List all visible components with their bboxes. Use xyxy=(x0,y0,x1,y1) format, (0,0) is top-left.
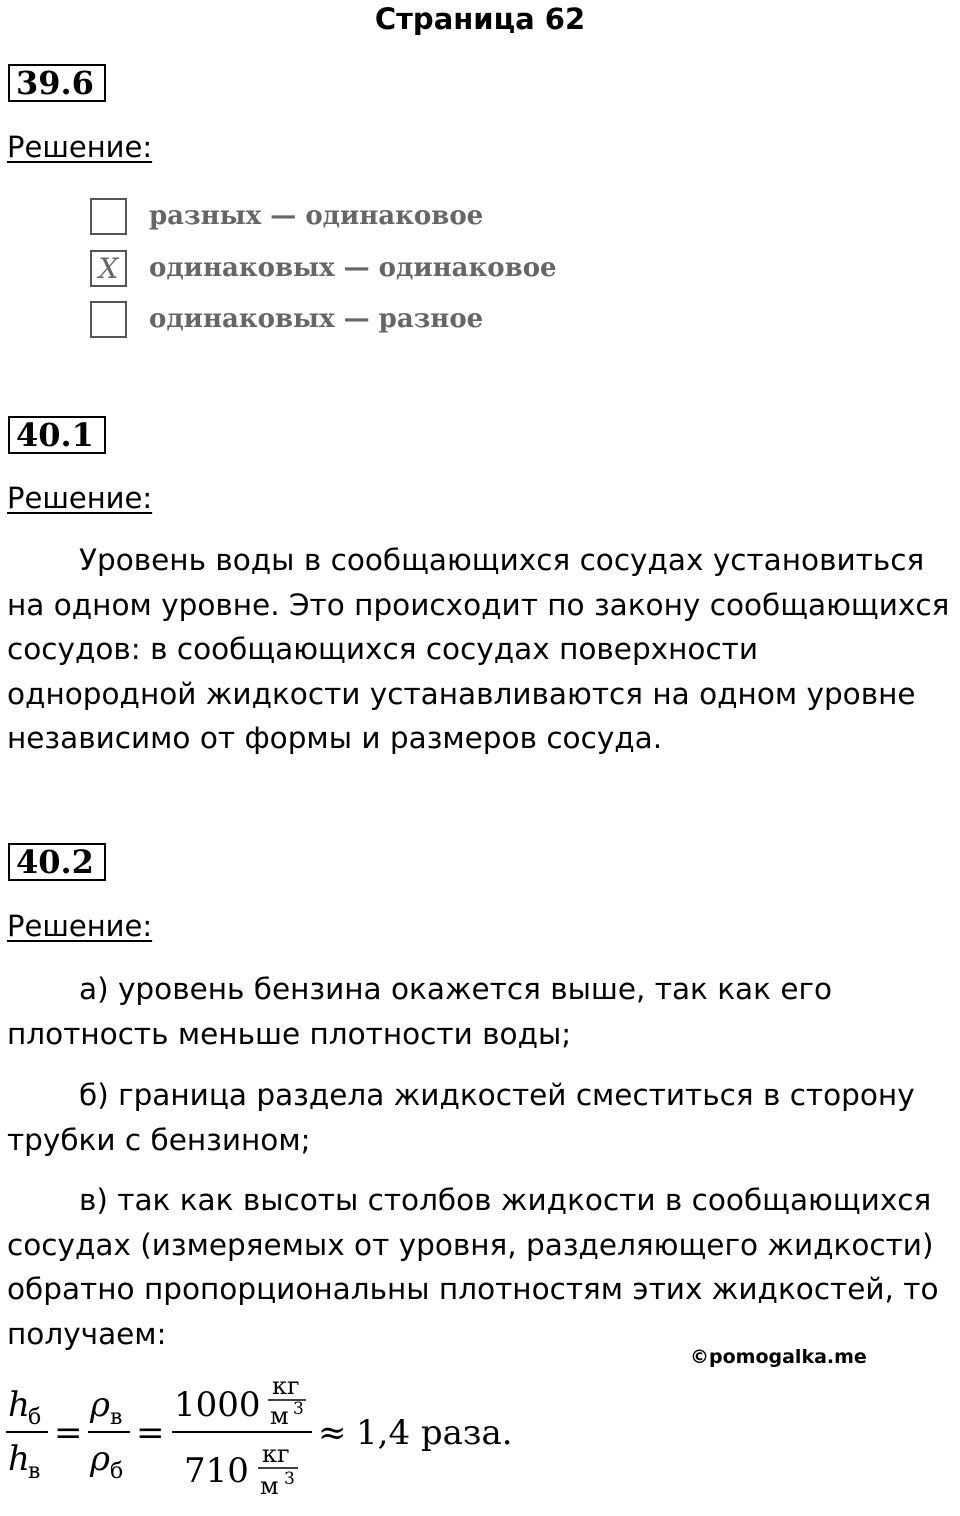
formula-num-value: 1000 xyxy=(174,1385,261,1425)
option-3 xyxy=(90,299,483,339)
formula-eq-2: = xyxy=(136,1413,165,1453)
formula-eq-1: = xyxy=(54,1413,83,1453)
watermark: ©pomogalka.me xyxy=(690,1346,867,1368)
option-1 xyxy=(90,196,483,236)
formula-rho-den-sub: б xyxy=(110,1459,124,1484)
formula-h-num-sub: б xyxy=(28,1405,42,1430)
option-1-label: разных — одинаковое xyxy=(149,201,484,231)
formula-den-unit-top: кг xyxy=(262,1440,290,1468)
solution-heading-40-2: Решение: xyxy=(7,909,153,943)
formula-rho-num: ρ xyxy=(90,1385,110,1425)
formula-approx: ≈ xyxy=(318,1413,347,1453)
formula-h-den-sub: в xyxy=(28,1459,41,1484)
formula-h-num: h xyxy=(8,1385,30,1425)
density-ratio-formula xyxy=(6,1372,526,1512)
formula-h-den: h xyxy=(8,1439,30,1479)
answer-40-1-text: Уровень воды в сообщающихся сосудах установиться на одном уровне. Это происходит по закону сообщающихся сосудов: в сообщающихся сосудах поверхности однородной жидкости устанавливаются на одном уровне независимо от формы и размеров сосуда. xyxy=(7,543,950,755)
task-number-39-6: 39.6 xyxy=(8,64,106,102)
task-number-40-1: 40.1 xyxy=(8,416,106,454)
solution-heading-39-6: Решение: xyxy=(7,130,153,164)
option-3-checkbox xyxy=(90,301,127,338)
formula-den-value: 710 xyxy=(184,1451,249,1491)
formula-den-unit-exp: 3 xyxy=(284,1469,295,1489)
answer-40-2-item-b: б) граница раздела жидкостей сместиться в сторону трубки с бензином; xyxy=(7,1078,915,1157)
formula-num-unit-exp: 3 xyxy=(293,1399,304,1419)
task-number-40-2: 40.2 xyxy=(8,843,106,881)
option-2-checkbox: X xyxy=(90,250,127,287)
formula-num-unit-bottom: м xyxy=(270,1402,289,1430)
option-3-label: одинаковых — разное xyxy=(149,304,484,334)
option-2 xyxy=(90,248,557,288)
answer-40-2-item-c: в) так как высоты столбов жидкости в сообщающихся сосудах (измеряемых от уровня, разделяющего жидкости) обратно пропорциональны плотностям этих жидкостей, то получаем: xyxy=(7,1183,939,1351)
formula-rho-den: ρ xyxy=(90,1439,110,1479)
answer-40-2-item-a: а) уровень бензина окажется выше, так как его плотность меньше плотности воды; xyxy=(7,972,833,1051)
formula-result: 1,4 раза. xyxy=(356,1413,513,1453)
option-2-label: одинаковых — одинаковое xyxy=(149,253,557,283)
option-1-checkbox xyxy=(90,198,127,235)
formula-den-unit-bottom: м xyxy=(260,1472,279,1500)
formula-num-unit-top: кг xyxy=(272,1372,300,1400)
solution-heading-40-1: Решение: xyxy=(7,481,153,515)
page-title: Страница 62 xyxy=(374,2,586,36)
formula-rho-num-sub: в xyxy=(110,1405,123,1430)
